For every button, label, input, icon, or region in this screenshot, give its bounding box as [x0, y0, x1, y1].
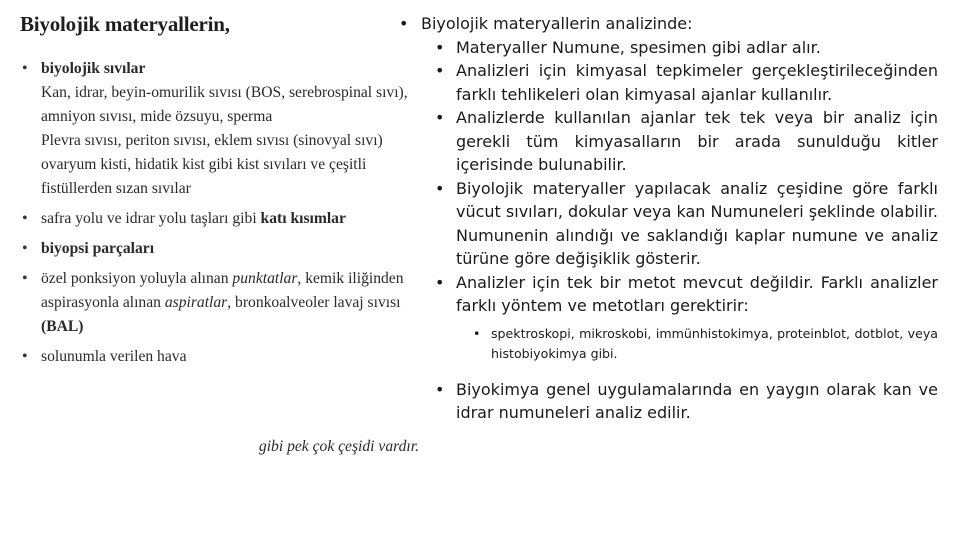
list-item: • biyopsi parçaları — [20, 237, 415, 261]
list-item: • solunumla verilen hava — [20, 345, 415, 369]
left-title: Biyolojik materyallerin, — [20, 12, 230, 36]
list-item: Plevra sıvısı, periton sıvısı, eklem sıvısı (sinovyal sıvı) — [41, 132, 383, 149]
bullet-icon: • — [435, 178, 445, 198]
right-heading: • Biyolojik materyallerin analizinde: — [395, 12, 938, 36]
list-item: • Analizlerde kullanılan ajanlar tek tek veya bir analiz için gerekli tüm kimyasalların bir arada sunulduğu kitler içerisinde bulunabilir. — [435, 108, 938, 174]
list-item: Kan, idrar, beyin-omurilik sıvısı (BOS, serebrospinal sıvı), amniyon sıvısı, mide özsuyu, sperma — [41, 84, 408, 125]
bullet-icon: • — [473, 325, 481, 341]
list-item: • özel ponksiyon yoluyla alınan punktatlar, kemik iliğinden aspirasyonla alınan aspiratlar, bronkoalveoler lavaj sıvısı (BAL) — [20, 267, 415, 339]
left-footer: gibi pek çok çeşidi vardır. — [258, 438, 419, 455]
left-column — [20, 12, 419, 455]
list-item: • spektroskopi, mikroskobi, immünhistokimya, proteinblot, dotblot, veya histobiyokimya gibi. — [473, 325, 938, 361]
bullet-icon: • — [435, 37, 445, 57]
list-item: • Biyokimya genel uygulamalarında en yaygın olarak kan ve idrar numuneleri analiz edilir. — [435, 379, 938, 422]
list-item: ovaryum kisti, hidatik kist gibi kist sıvıları ve çeşitli fistüllerden sızan sıvılar — [41, 156, 367, 197]
list-item: • Biyolojik materyaller yapılacak analiz çeşidine göre farklı vücut sıvıları, dokular veya kan Numuneleri şeklinde olabilir. Numunenin alındığı ve saklandığı kaplar numune ve analiz türüne göre değişiklik gösterir. — [435, 178, 939, 268]
list-item: • Analizler için tek bir metot mevcut değildir. Farklı analizler farklı yöntem ve metotları gerektirir: — [435, 272, 938, 315]
right-column — [395, 12, 938, 425]
bullet-icon: • — [435, 61, 445, 80]
bullet-icon: • — [399, 14, 409, 33]
list-item: • biyolojik sıvılar — [20, 57, 415, 81]
bullet-icon: • — [435, 272, 445, 292]
list-item: • Analizleri için kimyasal tepkimeler gerçekleştirileceğinden farklı tehlikeleri olan kimyasal ajanlar kullanılır. — [435, 61, 938, 104]
list-item: • Materyaller Numune, spesimen gibi adlar alır. — [395, 36, 938, 60]
material-list — [20, 57, 415, 369]
bullet-icon: • — [435, 108, 445, 127]
bullet-icon: • — [435, 379, 445, 399]
list-item: • safra yolu ve idrar yolu taşları gibi katı kısımlar — [20, 207, 415, 231]
